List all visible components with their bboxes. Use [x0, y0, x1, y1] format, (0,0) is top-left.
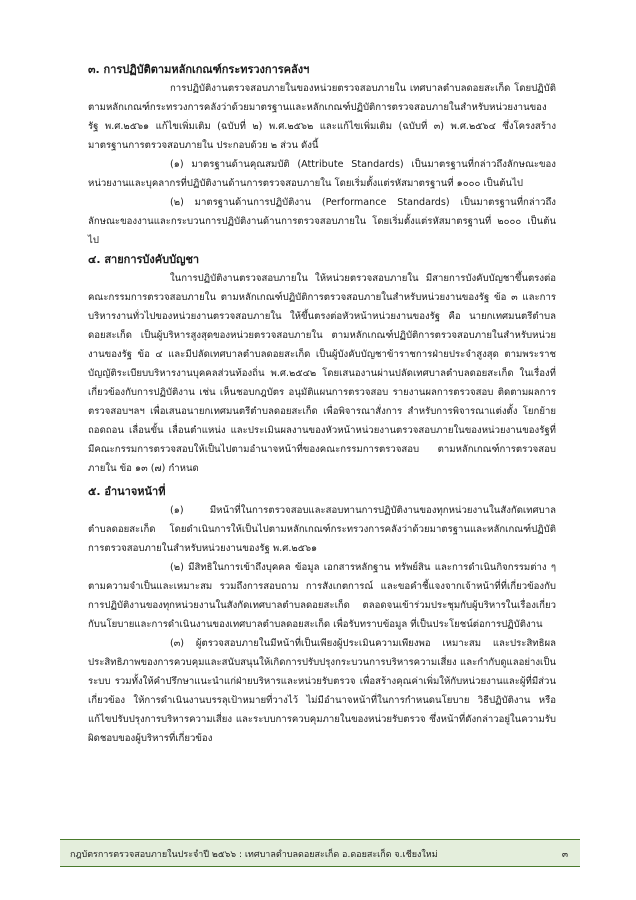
section-5-item-1: (๑) มีหน้าที่ในการตรวจสอบและสอบทานการปฏิบัติงานของทุกหน่วยงานในสังกัดเทศบาลตำบลดอยสะเก็ด โดยดำเนินการให้เป็นไปตามหลักเกณฑ์กระทรวงการคลังว่าด้วยมาตรฐานและหลักเกณฑ์ปฏิบัติการตรวจสอบภายในสำหรับหน่วยงานของรัฐ พ.ศ.๒๕๖๑ [88, 505, 556, 554]
page-number: ๓ [561, 850, 568, 860]
section-5-heading: ๕. อำนาจหน้าที่ [88, 485, 166, 498]
footer-text: กฎบัตรการตรวจสอบภายในประจำปี ๒๕๖๖ : เทศบาลตำบลดอยสะเก็ด อ.ดอยสะเก็ด จ.เชียงใหม่ [70, 850, 438, 860]
section-5-item-2: (๒) มีสิทธิในการเข้าถึงบุคคล ข้อมูล เอกสารหลักฐาน ทรัพย์สิน และการดำเนินกิจกรรมต่าง ๆ ตามความจำเป็นและเหมาะสม รวมถึงการสอบถาม การสังเกตการณ์ และขอคำชี้แจงจากเจ้าหน้าที่ที่เกี่ยวข้องกับการปฏิบัติงานของทุกหน่วยงานในสังกัดเทศบาลตำบลดอยสะเก็ด ตลอดจนเข้าร่วมประชุมกับผู้บริหารในเรื่องเกี่ยวกับนโยบายและการดำเนินงานของเทศบาลตำบลดอยสะเก็ด เพื่อรับทราบข้อมูล ที่เป็นประโยชน์ต่อการปฏิบัติงาน [88, 562, 556, 630]
section-3-heading: ๓. การปฏิบัติตามหลักเกณฑ์กระทรวงการคลังฯ [88, 63, 310, 76]
section-3-paragraph-1: การปฏิบัติงานตรวจสอบภายในของหน่วยตรวจสอบภายใน เทศบาลตำบลดอยสะเก็ด โดยปฏิบัติตามหลักเกณฑ์กระทรวงการคลังว่าด้วยมาตรฐานและหลักเกณฑ์ปฏิบัติการตรวจสอบภายในสำหรับหน่วยงานของรัฐ พ.ศ.๒๕๖๑ แก้ไขเพิ่มเติม (ฉบับที่ ๒) พ.ศ.๒๕๖๒ และแก้ไขเพิ่มเติม (ฉบับที่ ๓) พ.ศ.๒๕๖๔ ซึ่งโครงสร้างมาตรฐานการตรวจสอบภายใน ประกอบด้วย ๒ ส่วน ดังนี้ [88, 83, 556, 151]
section-4-paragraph-1: ในการปฏิบัติงานตรวจสอบภายใน ให้หน่วยตรวจสอบภายใน มีสายการบังคับบัญชาขึ้นตรงต่อคณะกรรมการตรวจสอบภายใน ตามหลักเกณฑ์ปฏิบัติการตรวจสอบภายในสำหรับหน่วยงานของรัฐ ข้อ ๓ และการบริหารงานทั่วไปของหน่วยงานตรวจสอบภายใน ให้ขึ้นตรงต่อหัวหน้าหน่วยงานของรัฐ คือ นายกเทศมนตรีตำบลดอยสะเก็ด เป็นผู้บริหารสูงสุดของหน่วยตรวจสอบภายใน ตามหลักเกณฑ์ปฏิบัติการตรวจสอบภายในสำหรับหน่วยงานของรัฐ ข้อ ๔ และมีปลัดเทศบาลตำบลดอยสะเก็ด เป็นผู้บังคับบัญชาข้าราชการฝ่ายประจำสูงสุด ตามพระราชบัญญัติระเบียบบริหารงานบุคคลส่วนท้องถิ่น พ.ศ.๒๕๔๒ โดยเสนองานผ่านปลัดเทศบาลตำบลดอยสะเก็ด ในเรื่องที่เกี่ยวข้องกับการปฏิบัติงาน เช่น เห็นชอบกฎบัตร อนุมัติแผนการตรวจสอบ รายงานผลการตรวจสอบ ติดตามผลการตรวจสอบฯลฯ เพื่อเสนอนายกเทศมนตรีตำบลดอยสะเก็ด เพื่อพิจารณาสั่งการ สำหรับการพิจารณาแต่งตั้ง โยกย้าย ถอดถอน เลื่อนขั้น เลื่อนตำแหน่ง และประเมินผลงานของหัวหน้าหน่วยงานตรวจสอบภายในของหน่วยงานของรัฐที่มีคณะกรรมการตรวจสอบให้เป็นไปตามอำนาจหน้าที่ของคณะกรรมการตรวจสอบ ตามหลักเกณฑ์การตรวจสอบภายใน ข้อ ๑๓ (๗) กำหนด [88, 273, 556, 474]
page-footer [60, 839, 580, 867]
section-3 [88, 60, 556, 250]
section-5 [88, 482, 556, 748]
section-3-item-1: (๑) มาตรฐานด้านคุณสมบัติ (Attribute Standards) เป็นมาตรฐานที่กล่าวถึงลักษณะของหน่วยงานและบุคลากรที่ปฏิบัติงานด้านการตรวจสอบภายใน โดยเริ่มตั้งแต่รหัสมาตรฐานที่ ๑๐๐๐ เป็นต้นไป [88, 159, 556, 189]
section-5-item-3: (๓) ผู้ตรวจสอบภายในมีหน้าที่เป็นเพียงผู้ประเมินความเพียงพอ เหมาะสม และประสิทธิผล ประสิทธิภาพของการควบคุมและสนับสนุนให้เกิดการปรับปรุงกระบวนการบริหารความเสี่ยง และกำกับดูแลอย่างเป็นระบบ รวมทั้งให้คำปรึกษาแนะนำแก่ฝ่ายบริหารและหน่วยรับตรวจ เพื่อสร้างคุณค่าเพิ่มให้กับหน่วยงานและผู้ที่มีส่วนเกี่ยวข้อง ให้การดำเนินงานบรรลุเป้าหมายที่วางไว้ ไม่มีอำนาจหน้าที่ในการกำหนดนโยบาย วิธีปฏิบัติงาน หรือแก้ไขปรับปรุงการบริหารความเสี่ยง และระบบการควบคุมภายในของหน่วยรับตรวจ ซึ่งหน้าที่ดังกล่าวอยู่ในความรับผิดชอบของผู้บริหารที่เกี่ยวข้อง [88, 638, 556, 744]
page-content [88, 60, 556, 748]
section-4-heading: ๔. สายการบังคับบัญชา [88, 253, 200, 266]
section-4 [88, 250, 556, 478]
section-3-item-2: (๒) มาตรฐานด้านการปฏิบัติงาน (Performance Standards) เป็นมาตรฐานที่กล่าวถึงลักษณะของงานและกระบวนการปฏิบัติงานด้านการตรวจสอบภายใน โดยเริ่มตั้งแต่รหัสมาตรฐานที่ ๒๐๐๐ เป็นต้นไป [88, 197, 556, 246]
